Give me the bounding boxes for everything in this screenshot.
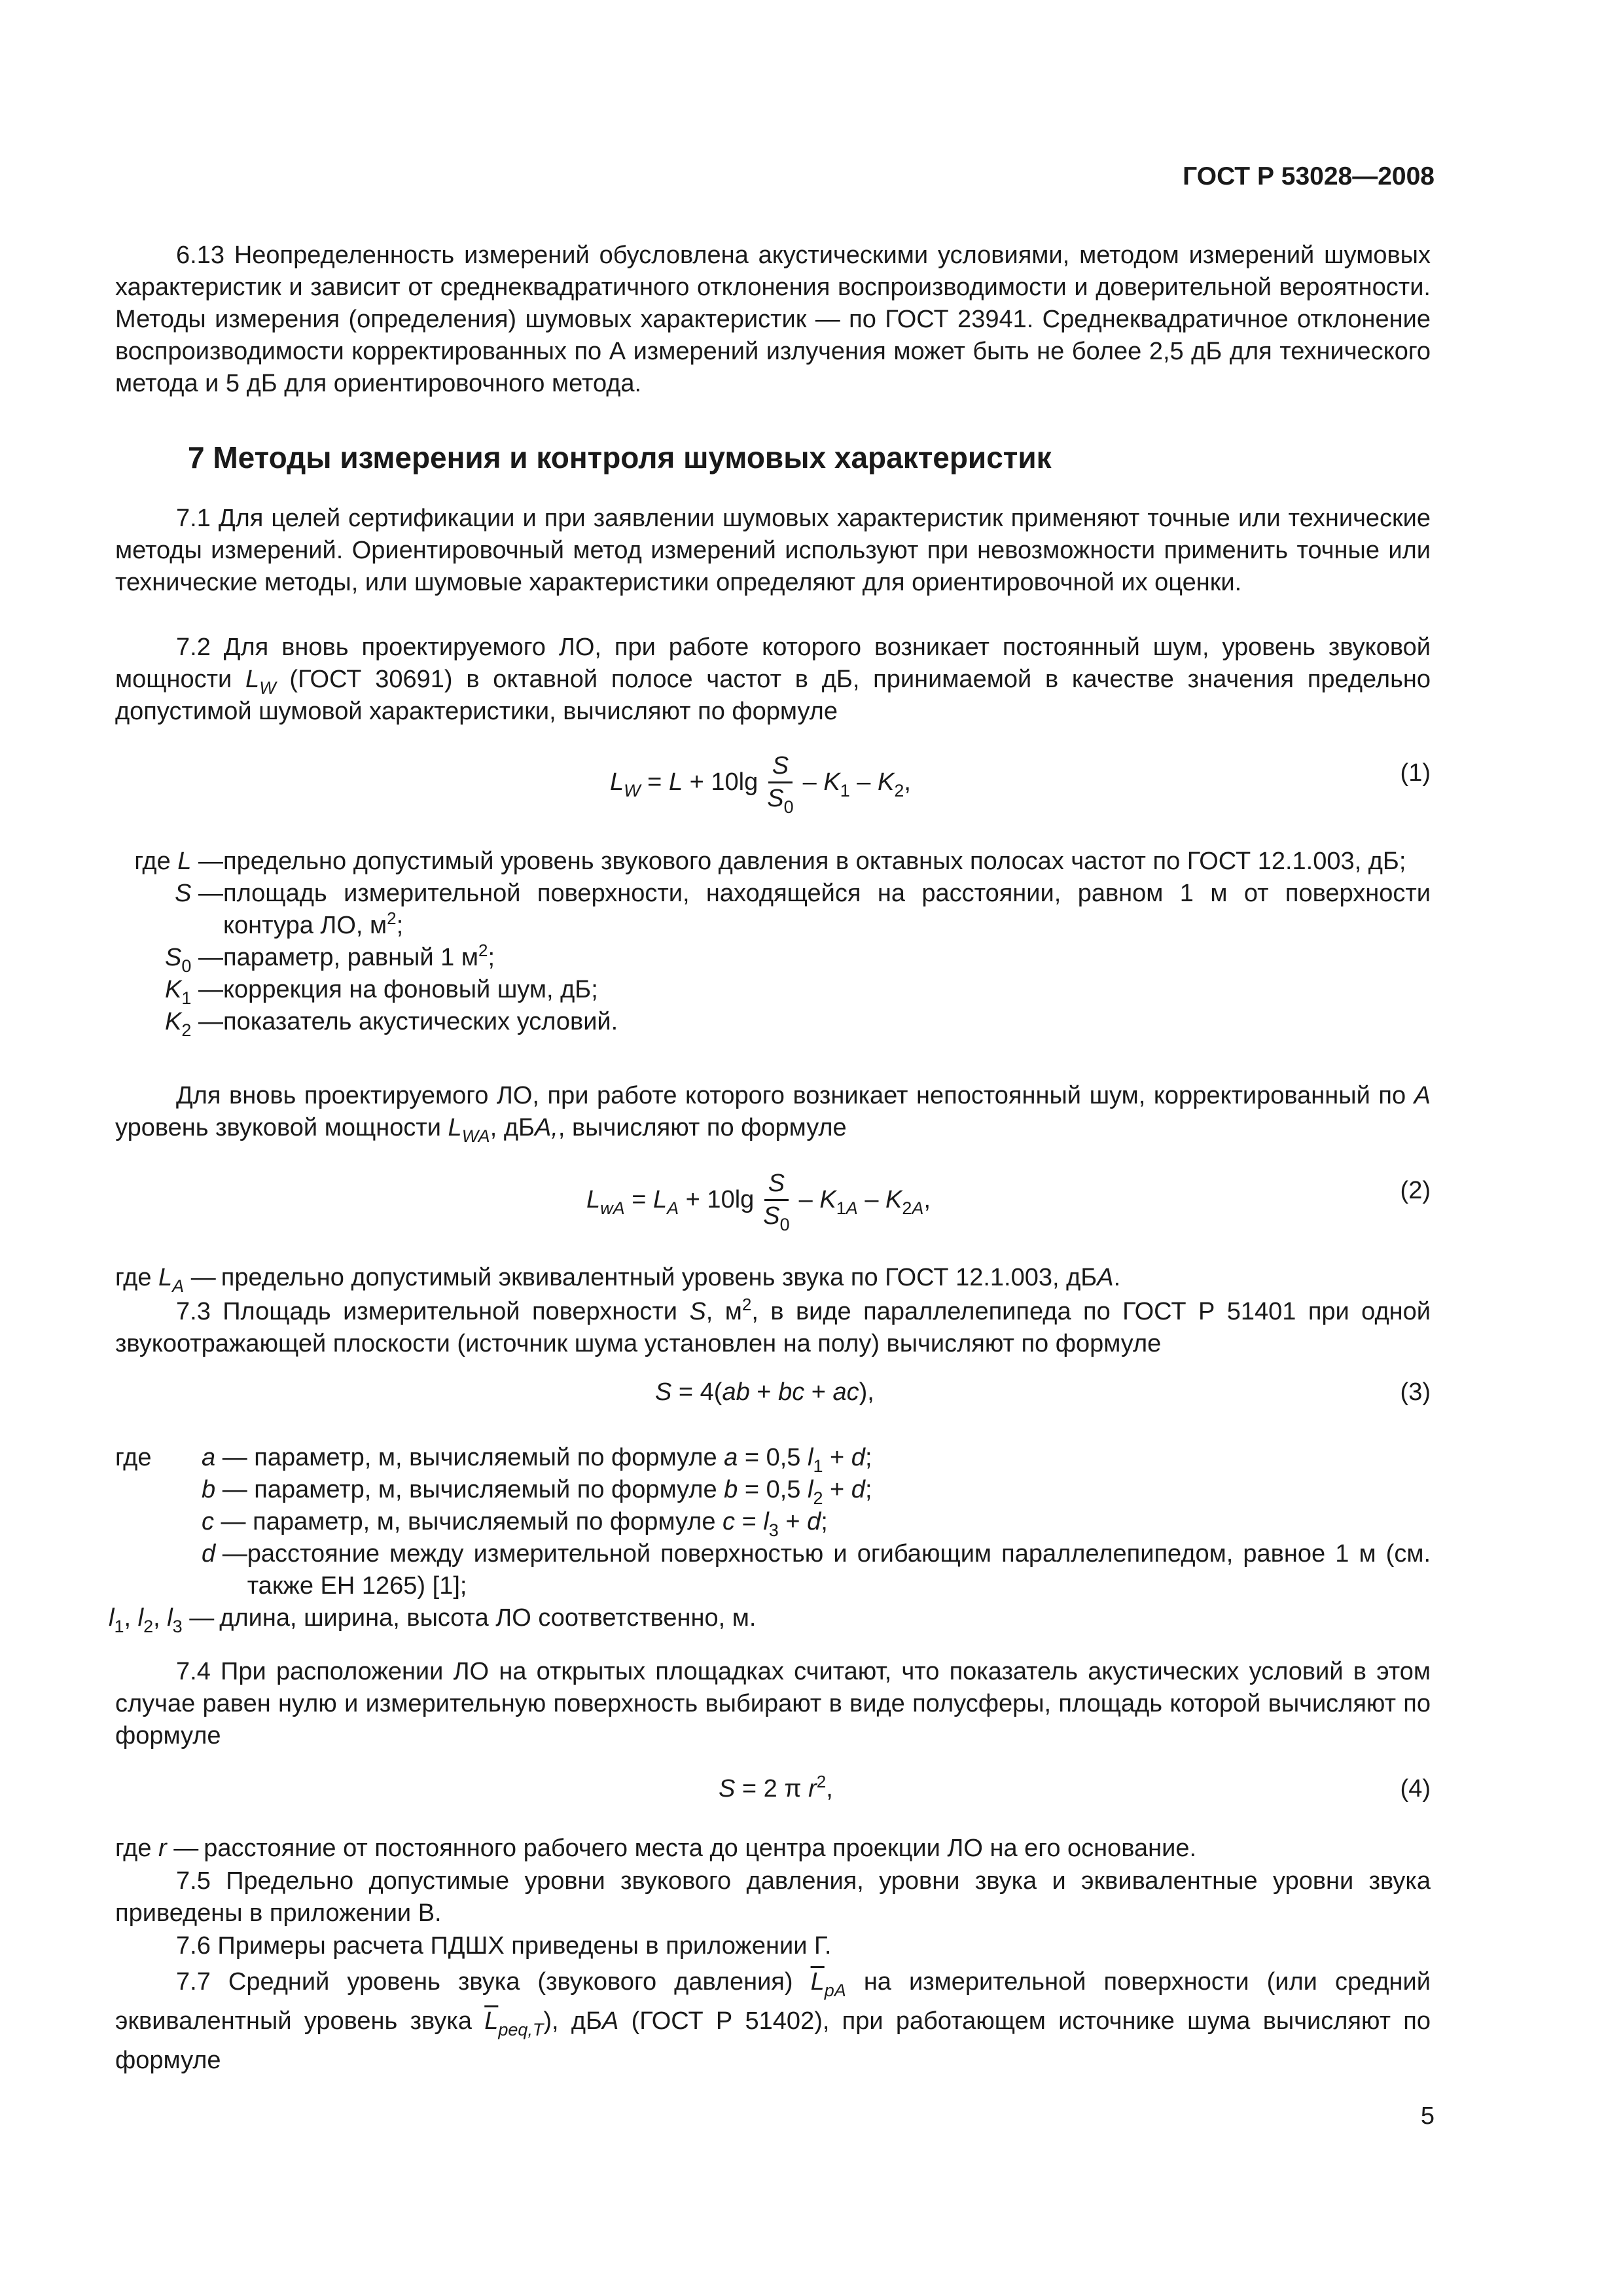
paragraph-7-5: 7.5 Предельно допустимые уровни звукового давления, уровни звука и эквивалентные уровни звука приведены в приложении В. <box>115 1867 1431 1927</box>
formula-2-number: (2) <box>1400 1177 1431 1204</box>
document-header: ГОСТ Р 53028—2008 <box>1183 162 1435 190</box>
formula-3-number: (3) <box>1400 1378 1431 1406</box>
formula-4 <box>115 1772 1431 1814</box>
paragraph-7-1 <box>115 503 1431 599</box>
formula-1 <box>115 751 1431 830</box>
paragraph-6-13 <box>115 240 1431 400</box>
formula-1-body: $L_W = L + 10\lg$ $\frac{S}{S_0}$ – $K_1 - K_2$, <box>610 752 911 817</box>
legend-formula-4: где r — расстояние от постоянного рабочего места до центра проекции ЛО на его основание. <box>115 1835 1197 1862</box>
formula-1-number: (1) <box>1400 759 1431 787</box>
legend-formula-2: где $L_A$ — предельно допустимый эквивалентный уровень звука по ГОСТ 12.1.003, дБA. <box>115 1264 1121 1296</box>
legend-row-L: где L — предельно допустимый уровень звукового давления в октавных полосах частот по ГОСТ 12.1.003, дБ; <box>134 848 1406 875</box>
formula-2 <box>115 1169 1431 1247</box>
paragraph-6-13-text: 6.13 Неопределенность измерений обусловлена акустическими условиями, методом измерений шумовых характеристик и зависит от среднеквадратичного отклонения воспроизводимости и доверительной вероятности. Методы измерения (определения) шумовых характеристик — по ГОСТ 23941. Среднеквадратичное отклонение воспроизводимости корректированных по А измерений излучения может быть не более 2,5 дБ для технического метода и 5 дБ для ориентировочного метода. <box>115 242 1431 397</box>
paragraph-7-3: 7.3 Площадь измерительной поверхности S, $м^2$, в виде параллелепипеда по ГОСТ Р 51401 при одной звукоотражающей плоскости (источник шума установлен на полу) вычисляют по формуле <box>115 1295 1431 1357</box>
formula-4-number: (4) <box>1400 1775 1431 1803</box>
legend-row-S: S — площадь измерительной поверхности, находящейся на расстоянии, равном 1 м от поверхности контура ЛО, $м^2$; <box>175 880 1431 939</box>
formula-3-body: S = 4(ab + bc + ac), <box>655 1378 874 1406</box>
paragraph-7-7: 7.7 Средний уровень звука (звукового давления) $\overline{L}_{pA}$ на измерительной поверхности (или средний эквивалентный уровень звука $\overline{L}_{peq,T}$), дБA (ГОСТ Р 51402), при работающем источнике шума вычисляют по формуле <box>115 1968 1431 2074</box>
paragraph-7-4: 7.4 При расположении ЛО на открытых площадках считают, что показатель акустических условий в этом случае равен нулю и измерительную поверхность выбирают в виде полусферы, площадь которой вычисляют по формуле <box>115 1658 1431 1749</box>
paragraph-nonconstant-noise: Для вновь проектируемого ЛО, при работе которого возникает непостоянный шум, корректированный по A уровень звуковой мощности $L_{WA}$, дБA,, вычисляют по формуле <box>115 1082 1431 1146</box>
legend-formula-3: где a — параметр, м, вычисляемый по формуле a = 0,5 $l_1 + d$; b — параметр, м, вычисляемый по формуле b = 0,5 $l_2 + d$; c — параметр, м, вычисляемый по формуле $c = l_3 + d$; d — расстояние между измерительной поверхностью и огибающим параллелепипедом, равное 1 м (см. также ЕН 1265) [1]; $l_1$, $l_2$, $l_3$ — длина, ширина, высота ЛО соответственно, м. <box>109 1444 1431 1636</box>
formula-2-body: $L_{wA} = L_A + 10\lg$ $\frac{S}{S_0}$ – $K_{1A} - K_{2A}$, <box>586 1170 931 1234</box>
paragraph-7-1-text: 7.1 Для целей сертификации и при заявлении шумовых характеристик применяют точные или технические методы измерений. Ориентировочный метод измерений используют при невозможности применить точные или технические методы, или шумовые характеристики определяют для ориентировочной их оценки. <box>115 505 1431 596</box>
paragraph-7-6: 7.6 Примеры расчета ПДШХ приведены в приложении Г. <box>176 1932 832 1960</box>
page-number: 5 <box>1420 2102 1435 2130</box>
formula-4-body: S = 2 π $r^2$, <box>719 1772 833 1803</box>
section-7-title: 7 Методы измерения и контроля шумовых характеристик <box>188 440 1052 475</box>
formula-3 <box>115 1378 1431 1418</box>
paragraph-7-2-text: 7.2 Для вновь проектируемого ЛО, при работе которого возникает постоянный шум, уровень звуковой мощности $L_W$ (ГОСТ 30691) в октавной полосе частот в дБ, принимаемой в качестве значения предельно допустимой шумовой характеристики, вычисляют по формуле <box>115 634 1431 725</box>
legend-row-K1: $K_1$ — коррекция на фоновый шум, дБ; <box>165 976 598 1008</box>
paragraph-7-2 <box>115 632 1431 728</box>
legend-row-K2: $K_2$ — показатель акустических условий. <box>165 1008 618 1040</box>
legend-formula-1 <box>115 846 1431 1038</box>
legend-row-S0: $S_0$ — параметр, равный 1 $м^2$; <box>165 941 495 976</box>
